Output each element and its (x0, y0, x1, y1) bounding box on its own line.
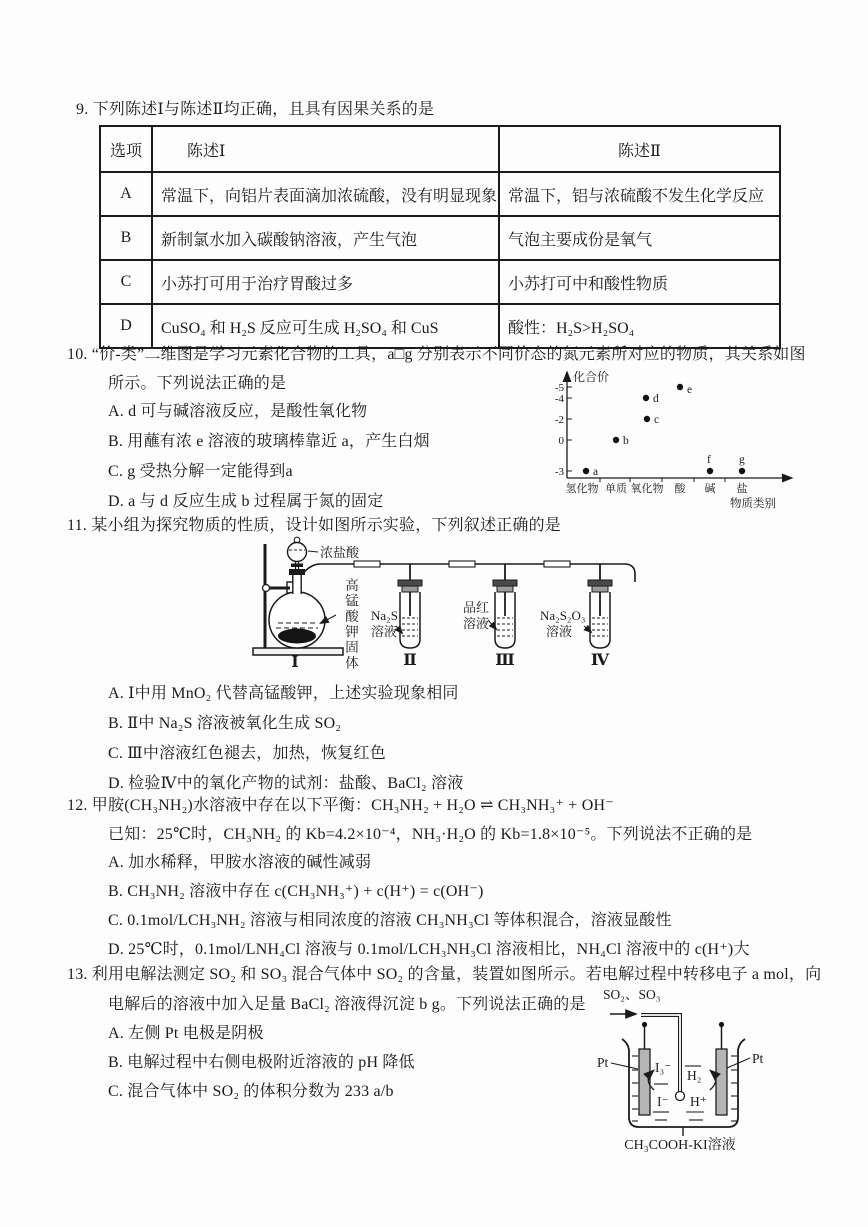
right-reaction-arrow (710, 1071, 716, 1090)
q13-electrolysis-diagram (591, 986, 796, 1154)
x-tick-label: 碱 (704, 483, 716, 495)
left-electrode (639, 1022, 650, 1115)
q10-option-a: A. d 可与碱溶液反应，是酸性氧化物 (108, 403, 368, 420)
pt-left-leader (611, 1063, 638, 1069)
dropping-funnel (288, 537, 307, 569)
statement1-cell: 新制氯水加入碳酸钠溶液，产生气泡 (152, 216, 499, 260)
tube3-label-line1: 品红 (463, 600, 490, 615)
statement1-cell: 小苏打可用于治疗胃酸过多 (152, 260, 499, 304)
q11-option-d: D. 检验Ⅳ中的氧化产物的试剂：盐酸、BaCl₂ 溶液 (108, 775, 464, 792)
point-label: c (654, 414, 660, 426)
y-axis-title: 化合价 (573, 370, 610, 384)
y-tick-label: 0 (558, 435, 564, 447)
statement2-cell: 小苏打可中和酸性物质 (499, 260, 780, 304)
numeral-4: Ⅳ (590, 652, 610, 669)
q11-option-c: C. Ⅲ中溶液红色褪去，加热，恢复红色 (108, 745, 386, 762)
q11-option-b: B. Ⅱ中 Na₂S 溶液被氧化生成 SO₂ (108, 715, 342, 732)
x-tick-label: 氢化物 (565, 483, 599, 495)
numeral-2: Ⅱ (403, 652, 417, 669)
statement2-cell: 常温下，铝与浓硫酸不发生化学反应 (499, 172, 780, 216)
q10-valence-chart (543, 366, 808, 511)
proton-label: H⁺ (690, 1094, 707, 1109)
tube4-label-line2: 溶液 (546, 624, 573, 639)
option-letter: B (100, 216, 152, 260)
point-label: f (707, 454, 711, 466)
x-category-labels (566, 481, 748, 495)
pt-label-left: Pt (597, 1055, 609, 1070)
q12-option-d: D. 25℃时，0.1mol/LNH₄Cl 溶液与 0.1mol/LCH₃NH₃Cl 溶液相比，NH₄Cl 溶液中的 c(H⁺)大 (108, 941, 750, 958)
right-electrode (716, 1022, 727, 1115)
point-label: a (593, 466, 599, 478)
q10-option-c: C. g 受热分解一定能得到a (108, 463, 293, 480)
tube4-label-line1: Na₂S₂O₃ (540, 608, 586, 623)
q11-stem: 11. 某小组为探究物质的性质，设计如图所示实验，下列叙述正确的是 (67, 517, 562, 534)
point-label: g (739, 454, 745, 466)
hydrogen-label: H₂ (687, 1068, 702, 1083)
q13-stem-line2: 电解后的溶液中加入足量 BaCl₂ 溶液得沉淀 b g。下列说法正确的是 (108, 996, 586, 1013)
x-tick-label: 盐 (736, 483, 748, 495)
q12-stem-line2: 已知：25℃时，CH₃NH₂ 的 Kb=4.2×10⁻⁴，NH₃·H₂O 的 Kb=1.8×10⁻⁵。下列说法不正确的是 (108, 826, 753, 843)
test-tube-4 (588, 580, 612, 648)
q10-option-b: B. 用蘸有浓 e 溶液的玻璃棒靠近 a，产生白烟 (108, 433, 430, 450)
q9-row-c (100, 260, 780, 304)
tube2-label-line1: Na₂S (371, 608, 398, 623)
q12-option-a: A. 加水稀释，甲胺水溶液的碱性减弱 (108, 854, 372, 871)
y-ticks (555, 382, 572, 478)
point-label: b (623, 435, 629, 447)
point-label: d (653, 393, 659, 405)
option-letter: C (100, 260, 152, 304)
q9-table (99, 125, 781, 349)
q12-stem-line1: 12. 甲胺(CH₃NH₂)水溶液中存在以下平衡：CH₃NH₂ + H₂O ⇌ CH₃NH₃⁺ + OH⁻ (67, 797, 614, 814)
point-labels (593, 384, 745, 478)
x-axis-title: 物质类别 (730, 498, 776, 510)
statement2-cell: 气泡主要成份是氧气 (499, 216, 780, 260)
q9-row-b (100, 216, 780, 260)
q13-option-b: B. 电解过程中右侧电极附近溶液的 pH 降低 (108, 1054, 415, 1071)
q12-option-b: B. CH₃NH₂ 溶液中存在 c(CH₃NH₃⁺) + c(H⁺) = c(OH⁻) (108, 883, 484, 900)
q12-option-c: C. 0.1mol/LCH₃NH₂ 溶液与相同浓度的溶液 CH₃NH₃Cl 等体积混合，溶液显酸性 (108, 912, 672, 929)
statement1-cell: 常温下，向铝片表面滴加浓硫酸，没有明显现象 (152, 172, 499, 216)
q10-option-d: D. a 与 d 反应生成 b 过程属于氮的固定 (108, 493, 384, 510)
q9-row-d (100, 304, 780, 348)
test-tube-2 (398, 580, 422, 648)
pt-label-right: Pt (752, 1051, 764, 1066)
q9-table-header-row (100, 126, 780, 172)
y-tick-label: -4 (554, 393, 564, 405)
q11-option-a: A. Ⅰ中用 MnO₂ 代替高锰酸钾，上述实验现象相同 (108, 685, 459, 702)
funnel-label: 浓盐酸 (320, 545, 360, 560)
gas-inlet-label: SO₂、SO₃ (603, 987, 661, 1002)
q11-apparatus-diagram (250, 536, 650, 670)
numeral-3: Ⅲ (495, 652, 515, 669)
tube2-label-line2: 溶液 (371, 624, 398, 639)
q13-option-c: C. 混合气体中 SO₂ 的体积分数为 233 a/b (108, 1083, 394, 1100)
y-tick-label: -3 (554, 466, 564, 478)
round-flask (269, 569, 325, 648)
x-tick-label: 单质 (605, 483, 627, 495)
option-letter: D (100, 304, 152, 348)
option-letter: A (100, 172, 152, 216)
q13-stem-line1: 13. 利用电解法测定 SO₂ 和 SO₃ 混合气体中 SO₂ 的含量，装置如图所示。若电解过程中转移电子 a mol，向 (67, 966, 822, 983)
data-points (583, 384, 745, 474)
q10-stem-line2: 所示。下列说法正确的是 (108, 375, 287, 392)
q9-col-option: 选项 (100, 126, 152, 172)
q9-stem: 9. 下列陈述Ⅰ与陈述Ⅱ均正确，且具有因果关系的是 (76, 101, 435, 118)
y-tick-label: -5 (554, 382, 564, 394)
test-tube-3 (493, 580, 517, 648)
q10-stem-line1: 10. “价-类”二维图是学习元素化合物的工具，a□g 分别表示不同价态的氮元素所对应的物质，其关系如图 (67, 346, 806, 363)
iodide-label: I⁻ (657, 1094, 669, 1109)
x-tick-label: 酸 (674, 483, 686, 495)
tube3-label-line2: 溶液 (463, 616, 490, 631)
statement2-cell: 酸性：H₂S>H₂SO₄ (499, 304, 780, 348)
point-label: e (687, 384, 693, 396)
triiodide-label: I₃⁻ (655, 1060, 672, 1075)
y-tick-label: -2 (554, 414, 564, 426)
solution-label: CH₃COOH-KI溶液 (624, 1138, 736, 1153)
q9-col-statement1: 陈述Ⅰ (152, 126, 499, 172)
x-tick-label: 氧化物 (630, 483, 664, 495)
q13-option-a: A. 左侧 Pt 电极是阴极 (108, 1025, 264, 1042)
q9-col-statement2: 陈述Ⅱ (499, 126, 780, 172)
q9-row-a (100, 172, 780, 216)
numeral-1: Ⅰ (291, 654, 299, 671)
flask-contents-label: 高锰酸钾固体 (343, 578, 358, 671)
statement1-cell: CuSO₄ 和 H₂S 反应可生成 H₂SO₄ 和 CuS (152, 304, 499, 348)
